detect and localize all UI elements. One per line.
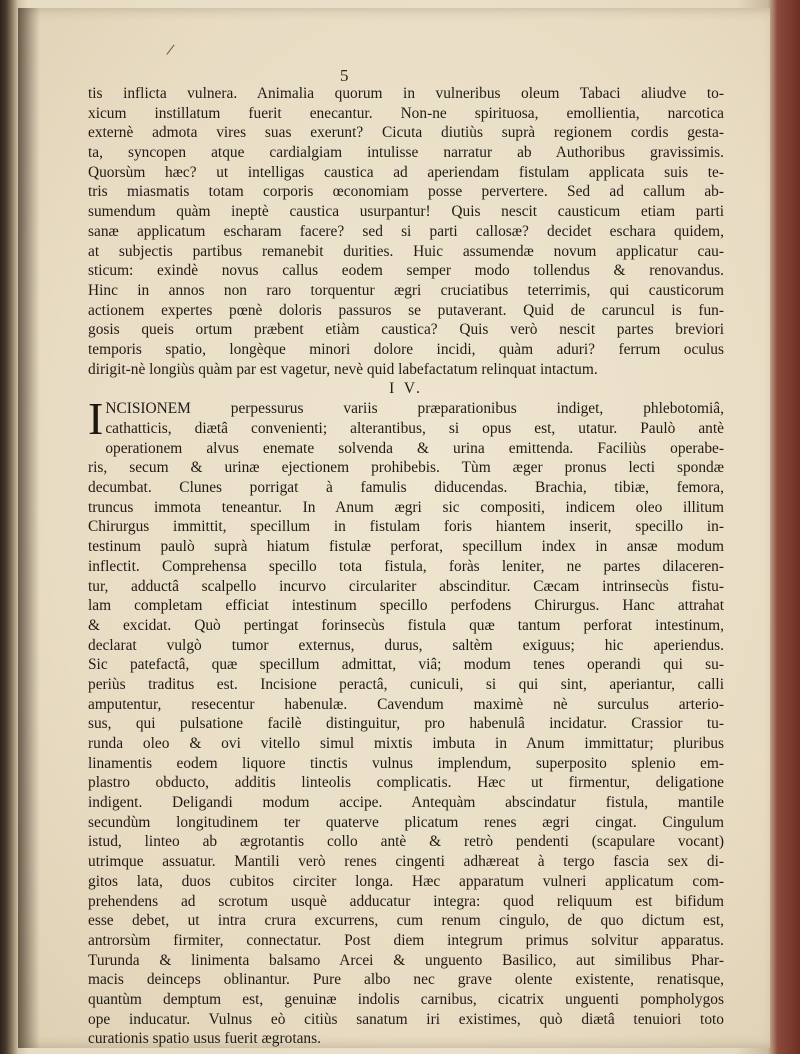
text-line: sumendum quàm ineptè caustica usurpantur! Quis nescit causticum etiam parti xyxy=(88,203,724,221)
text-line: ris, secum & urinæ ejectionem prohibebis. Tùm æger pronus lecti spondæ xyxy=(88,459,724,477)
text-line: actionem expertes pœnè doloris passuros se putaverant. Quid de caruncul is fun- xyxy=(88,301,724,319)
text-line: periùs traditus est. Incisione peractâ, cuniculi, si qui sint, aperiantur, calli xyxy=(88,675,724,693)
text-line: inflectit. Comprehensa specillo tota fistula, foràs leniter, ne partes dilaceren- xyxy=(88,557,724,575)
text-line: sus, qui pulsatione facilè distinguitur, pro habenulâ incidatur. Crassior tu- xyxy=(88,715,724,733)
text-line: Hinc in annos non raro torquentur ægri cruciatibus teterrimis, qui causticorum xyxy=(88,281,724,299)
margin-mark: / xyxy=(165,41,176,59)
text-line: declarat vulgò tumor externus, durus, saltèm exiguus; hic aperiendus. xyxy=(88,636,724,654)
text-line: temporis spatio, longèque minori dolore incidi, quàm aduri? ferrum oculus xyxy=(88,340,724,358)
text-line: at subjectis partibus remanebit durities. Huic assumendæ novum applicatur cau- xyxy=(88,242,724,260)
text-line: sticum: exindè novus callus eodem semper modo tollendus & renovandus. xyxy=(88,262,724,280)
paragraph-main xyxy=(88,393,724,1049)
book-page xyxy=(18,8,770,1048)
spine-shadow xyxy=(18,8,40,1048)
text-line: ope inducatur. Vulnus eò citiùs sanatum iri existimes, quò diætâ tenuiori toto xyxy=(88,1010,724,1028)
text-line: operationem alvus enemate solvenda & urina emittenda. Faciliùs operabe- xyxy=(105,439,724,457)
text-line: tur, adductâ scalpello incurvo circulariter abscinditur. Cæcam intrinsecùs fistu- xyxy=(88,577,724,595)
page-text xyxy=(88,84,724,1049)
text-line: amputentur, resecentur habenulæ. Cavendum maximè nè surculus arterio- xyxy=(88,695,724,713)
section-heading: I V. xyxy=(389,380,423,398)
text-line: tis inflicta vulnera. Animalia quorum in vulneribus oleum Tabaci aliudve to- xyxy=(88,85,724,102)
text-line: antrorsùm firmiter, connectatur. Post diem integrum primus solvitur apparatus. xyxy=(88,931,724,949)
page-number: 5 xyxy=(340,66,349,85)
text-line: esse debet, ut intra crura excurrens, cum renum cingulo, de quo dictum est, xyxy=(88,912,724,930)
text-line: indigent. Deligandi modum accipe. Antequàm abscindatur fistula, mantile xyxy=(88,794,724,812)
text-line: NCISIONEM perpessurus variis præparationibus indiget, phlebotomiâ, xyxy=(105,400,724,418)
text-line: testinum paulò suprà hiatum fistulæ perforat, specillum index in ansæ modum xyxy=(88,538,724,556)
text-line: istud, linteo ab ægrotantis collo antè & retrò pendenti (scapulare vocant) xyxy=(88,833,724,851)
text-line: ta, syncopen atque cardialgiam intulisse narratur ab Authoribus gravissimis. xyxy=(88,144,724,162)
text-line: externè admota vires suas exerunt? Cicuta diutiùs suprà regionem cordis gesta- xyxy=(88,124,724,142)
text-line: prehendens ad scrotum usquè adducatur integra: quod reliquum est bifidum xyxy=(88,892,724,910)
text-line: Chirurgus immittit, specillum in fistulam foris hiantem inserit, specillo in- xyxy=(88,518,724,536)
text-line: gitos lata, duos cubitos circiter longa. Hæc apparatum vulneri applicatum com- xyxy=(88,872,724,890)
text-line: curationis spatio usus fuerit ægrotans. xyxy=(88,1030,321,1048)
text-line: plastro obducto, additis linteolis complicatis. Hæc ut firmentur, deligatione xyxy=(88,774,724,792)
text-line: sanæ applicatum escharam facere? sed si parti callosæ? decidet eschara quidem, xyxy=(88,222,724,240)
text-line: decumbat. Clunes porrigat à famulis diducendas. Brachia, tibiæ, femora, xyxy=(88,479,724,497)
text-line: truncus immota teneantur. In Anum ægri sic compositi, indicem oleo illitum xyxy=(88,498,724,516)
text-line: dirigit-nè longiùs quàm par est vagetur, nevè quid labefactatum relinquat intactum. xyxy=(88,360,598,378)
text-line: secundùm longitudinem ter quaterve plicatum renes ægri cingat. Cingulum xyxy=(88,813,724,831)
text-line: gosis queis ortum præbent etiàm caustica? Quis verò nescit partes breviori xyxy=(88,321,724,339)
drop-cap: I xyxy=(88,393,104,445)
text-line: Sic patefactâ, quæ specillum admittat, viâ; modum tenes operandi qui su- xyxy=(88,656,724,674)
text-line: Turunda & linimenta balsamo Arcei & unguento Basilico, aut similibus Phar- xyxy=(88,951,724,969)
text-line: utrimque assuatur. Mantili verò renes cingenti adhæreat à tergo fascia sex di- xyxy=(88,853,724,871)
paragraph-top xyxy=(88,84,724,379)
text-line: tris miasmatis totam corporis œconomiam posse pervertere. Sed ad callum ab- xyxy=(88,183,724,201)
text-line: runda oleo & ovi vitello simul mixtis imbuta in Anum immittatur; pluribus xyxy=(88,735,724,752)
text-line: lam completam efficiat intestinum specillo perfodens Chirurgus. Hanc attrahat xyxy=(88,597,724,615)
text-line: macis deinceps oblinantur. Pure albo nec grave olente existente, renatisque, xyxy=(88,971,724,989)
text-line: & excidat. Quò pertingat forinsecùs fistula quæ tantum perforat intestinum, xyxy=(88,616,724,634)
text-line: xicum instillatum fuerit enecantur. Non-ne spirituosa, emollientia, narcotica xyxy=(88,104,724,122)
text-line: Quorsùm hæc? ut intelligas caustica ad aperiendam fistulam applicata suis te- xyxy=(88,163,724,181)
text-line: cathatticis, diætâ convenienti; alterantibus, si opus est, utatur. Paulò antè xyxy=(105,420,724,437)
text-line: quantùm demptum est, genuinæ indolis carnibus, cicatrix unguenti pompholygos xyxy=(88,990,724,1008)
text-line: linamentis eodem liquore tinctis vulnus implendum, superposito splenio em- xyxy=(88,754,724,772)
